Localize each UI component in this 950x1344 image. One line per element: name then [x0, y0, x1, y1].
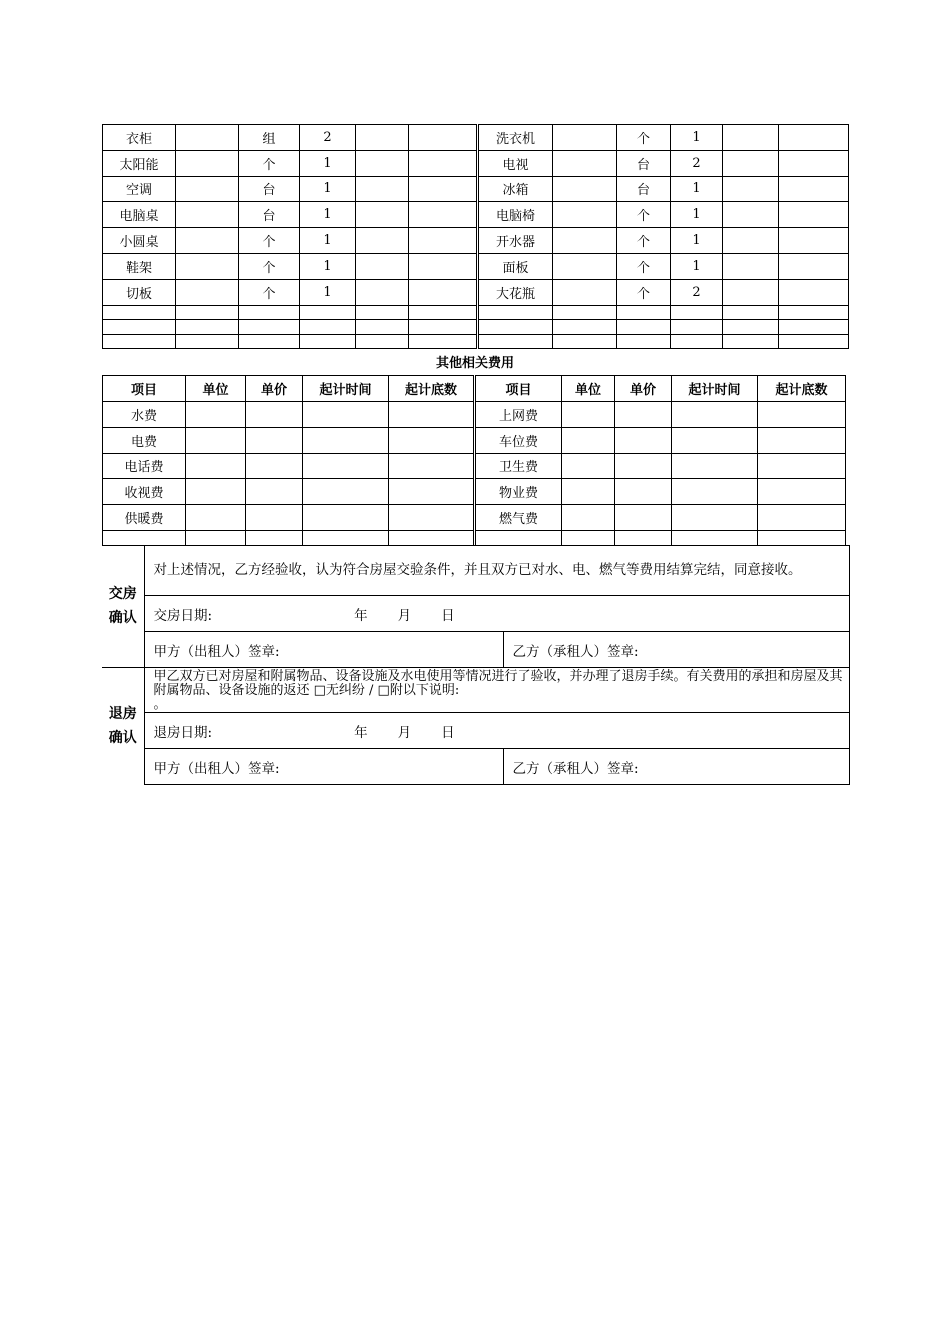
empty-cell	[300, 334, 356, 349]
fee-value-cell	[615, 505, 672, 531]
handover-side-label: 交房确认	[102, 546, 144, 668]
item-quantity: 1	[300, 176, 356, 202]
handover-day: 日	[441, 607, 455, 624]
item-unit: 组	[239, 125, 300, 151]
fee-value-cell	[615, 427, 672, 453]
fees-body	[103, 402, 846, 546]
item-blank	[409, 253, 478, 279]
item-blank	[779, 202, 849, 228]
fee-empty-row	[103, 530, 846, 545]
item-blank	[356, 228, 409, 254]
empty-cell	[671, 320, 723, 335]
item-blank	[356, 202, 409, 228]
empty-cell	[758, 530, 846, 545]
empty-cell	[779, 305, 849, 320]
fee-row	[103, 427, 846, 453]
checkout-party-b-signature[interactable]: 乙方（承租人）签章:	[503, 749, 849, 785]
fee-value-cell	[303, 402, 389, 428]
fee-item-name: 电费	[103, 427, 186, 453]
empty-cell	[553, 305, 617, 320]
empty-cell	[239, 305, 300, 320]
empty-cell	[356, 334, 409, 349]
inventory-row	[103, 202, 849, 228]
item-blank	[723, 228, 779, 254]
item-blank	[409, 125, 478, 151]
item-blank	[779, 253, 849, 279]
handover-month: 月	[397, 607, 412, 624]
item-unit: 台	[617, 150, 671, 176]
empty-cell	[617, 305, 671, 320]
fee-value-cell	[758, 427, 846, 453]
fee-value-cell	[672, 505, 758, 531]
fees-header-row	[103, 376, 846, 402]
item-name: 空调	[103, 176, 176, 202]
item-blank	[553, 202, 617, 228]
item-blank	[723, 176, 779, 202]
handover-date-cell[interactable]	[144, 596, 849, 632]
item-blank	[779, 279, 849, 305]
item-name: 电脑桌	[103, 202, 176, 228]
empty-cell	[478, 320, 553, 335]
fee-value-cell	[615, 402, 672, 428]
item-quantity: 1	[300, 202, 356, 228]
item-name: 小圆桌	[103, 228, 176, 254]
fee-value-cell	[303, 427, 389, 453]
item-blank	[409, 176, 478, 202]
header-start-reading: 起计底数	[758, 376, 846, 402]
inventory-body	[103, 125, 849, 349]
fee-value-cell	[672, 479, 758, 505]
item-blank	[553, 150, 617, 176]
empty-cell	[779, 320, 849, 335]
fee-value-cell	[562, 402, 615, 428]
item-quantity: 1	[671, 202, 723, 228]
item-unit: 个	[239, 279, 300, 305]
empty-cell	[671, 305, 723, 320]
handover-signature-row	[102, 632, 849, 668]
item-blank	[553, 228, 617, 254]
item-unit: 个	[239, 150, 300, 176]
checkout-date-cell[interactable]	[144, 713, 849, 749]
fee-item-name: 物业费	[475, 479, 562, 505]
item-quantity: 1	[671, 176, 723, 202]
fee-value-cell	[562, 479, 615, 505]
item-name: 鞋架	[103, 253, 176, 279]
fee-value-cell	[615, 453, 672, 479]
item-blank	[356, 253, 409, 279]
fee-value-cell	[672, 402, 758, 428]
item-quantity: 2	[300, 125, 356, 151]
item-quantity: 2	[671, 150, 723, 176]
empty-cell	[239, 334, 300, 349]
fee-value-cell	[246, 402, 303, 428]
header-item: 项目	[475, 376, 562, 402]
fee-item-name: 卫生费	[475, 453, 562, 479]
fee-value-cell	[303, 453, 389, 479]
fee-value-cell	[758, 505, 846, 531]
fee-item-name: 供暖费	[103, 505, 186, 531]
item-name: 面板	[478, 253, 553, 279]
fee-row	[103, 479, 846, 505]
empty-cell	[475, 530, 562, 545]
item-blank	[356, 125, 409, 151]
item-blank	[176, 279, 239, 305]
furniture-inventory-table	[102, 124, 849, 349]
item-unit: 个	[617, 202, 671, 228]
item-quantity: 2	[671, 279, 723, 305]
item-name: 衣柜	[103, 125, 176, 151]
fee-value-cell	[562, 505, 615, 531]
item-quantity: 1	[671, 125, 723, 151]
item-name: 开水器	[478, 228, 553, 254]
fee-row	[103, 505, 846, 531]
item-blank	[356, 279, 409, 305]
empty-cell	[103, 320, 176, 335]
header-unit: 单位	[562, 376, 615, 402]
fee-row	[103, 453, 846, 479]
fee-item-name: 电话费	[103, 453, 186, 479]
fee-value-cell	[389, 479, 475, 505]
fee-value-cell	[389, 402, 475, 428]
fee-value-cell	[246, 479, 303, 505]
fee-value-cell	[246, 453, 303, 479]
item-unit: 个	[239, 253, 300, 279]
fee-value-cell	[562, 453, 615, 479]
empty-cell	[478, 334, 553, 349]
header-unit: 单位	[186, 376, 246, 402]
item-blank	[553, 125, 617, 151]
empty-cell	[300, 320, 356, 335]
item-unit: 台	[239, 176, 300, 202]
empty-cell	[723, 320, 779, 335]
empty-cell	[553, 334, 617, 349]
handover-party-a-signature[interactable]: 甲方（出租人）签章:	[144, 632, 503, 668]
empty-cell	[246, 530, 303, 545]
checkout-side-label: 退房确认	[102, 668, 144, 785]
empty-cell	[615, 530, 672, 545]
empty-cell	[723, 334, 779, 349]
checkout-date-label: 退房日期:	[153, 724, 213, 741]
inventory-row	[103, 125, 849, 151]
item-blank	[723, 253, 779, 279]
fee-value-cell	[186, 505, 246, 531]
item-quantity: 1	[300, 228, 356, 254]
item-quantity: 1	[300, 279, 356, 305]
item-quantity: 1	[300, 253, 356, 279]
item-blank	[176, 228, 239, 254]
fee-value-cell	[186, 402, 246, 428]
empty-cell	[303, 530, 389, 545]
item-name: 冰箱	[478, 176, 553, 202]
fee-value-cell	[672, 453, 758, 479]
item-blank	[356, 150, 409, 176]
inventory-row	[103, 150, 849, 176]
empty-cell	[186, 530, 246, 545]
item-unit: 个	[617, 125, 671, 151]
empty-cell	[176, 334, 239, 349]
empty-cell	[779, 334, 849, 349]
empty-cell	[103, 334, 176, 349]
item-blank	[553, 253, 617, 279]
item-blank	[409, 279, 478, 305]
fee-value-cell	[246, 505, 303, 531]
header-start-time: 起计时间	[672, 376, 758, 402]
fees-title: 其他相关费用	[435, 356, 514, 371]
empty-cell	[176, 305, 239, 320]
inventory-empty-row	[103, 320, 849, 335]
empty-cell	[409, 334, 478, 349]
fee-value-cell	[389, 505, 475, 531]
item-blank	[176, 253, 239, 279]
fee-value-cell	[672, 427, 758, 453]
empty-cell	[617, 334, 671, 349]
inventory-empty-row	[103, 334, 849, 349]
item-blank	[356, 176, 409, 202]
empty-cell	[562, 530, 615, 545]
item-name: 电视	[478, 150, 553, 176]
item-quantity: 1	[671, 253, 723, 279]
empty-cell	[103, 305, 176, 320]
header-item: 项目	[103, 376, 186, 402]
item-quantity: 1	[300, 150, 356, 176]
item-unit: 个	[239, 228, 300, 254]
fee-value-cell	[758, 453, 846, 479]
other-fees-table	[102, 375, 846, 546]
fee-value-cell	[186, 453, 246, 479]
fee-item-name: 燃气费	[475, 505, 562, 531]
handover-date-row	[102, 596, 849, 632]
fee-value-cell	[758, 402, 846, 428]
checkout-statement: 甲乙双方已对房屋和附属物品、设备设施及水电使用等情况进行了验收，并办理了退房手续。有关费用的承担和房屋及其附属物品、设备设施的返还 □无纠纷 / □附以下说明:	[153, 669, 843, 698]
checkout-day: 日	[441, 724, 455, 741]
item-blank	[176, 150, 239, 176]
handover-year: 年	[354, 607, 368, 624]
item-blank	[409, 202, 478, 228]
item-blank	[723, 279, 779, 305]
empty-cell	[356, 305, 409, 320]
inventory-row	[103, 228, 849, 254]
checkout-statement-end: 。	[153, 697, 167, 712]
checkout-year: 年	[354, 724, 368, 741]
item-blank	[723, 202, 779, 228]
item-name: 太阳能	[103, 150, 176, 176]
item-name: 洗衣机	[478, 125, 553, 151]
item-blank	[779, 176, 849, 202]
item-blank	[409, 228, 478, 254]
fee-row	[103, 402, 846, 428]
checkout-party-a-signature[interactable]: 甲方（出租人）签章:	[144, 749, 503, 785]
checkout-date-row	[102, 713, 849, 749]
handover-party-b-signature[interactable]: 乙方（承租人）签章:	[503, 632, 849, 668]
checkout-statement-cell	[144, 668, 849, 713]
header-start-time: 起计时间	[303, 376, 389, 402]
empty-cell	[103, 530, 186, 545]
checkout-signature-row	[102, 749, 849, 785]
item-unit: 个	[617, 279, 671, 305]
fee-value-cell	[615, 479, 672, 505]
item-blank	[553, 176, 617, 202]
checkout-statement-row	[102, 668, 849, 713]
fee-value-cell	[303, 479, 389, 505]
item-quantity: 1	[671, 228, 723, 254]
item-blank	[723, 125, 779, 151]
empty-cell	[389, 530, 475, 545]
item-blank	[176, 125, 239, 151]
header-price: 单价	[615, 376, 672, 402]
item-unit: 个	[617, 228, 671, 254]
checkout-month: 月	[397, 724, 412, 741]
empty-cell	[356, 320, 409, 335]
empty-cell	[478, 305, 553, 320]
item-unit: 台	[239, 202, 300, 228]
handover-statement: 对上述情况，乙方经验收，认为符合房屋交验条件，并且双方已对水、电、燃气等费用结算完结，同意接收。	[144, 546, 849, 596]
confirmation-table	[102, 545, 850, 785]
empty-cell	[617, 320, 671, 335]
empty-cell	[553, 320, 617, 335]
item-name: 电脑椅	[478, 202, 553, 228]
inventory-row	[103, 176, 849, 202]
fee-value-cell	[186, 479, 246, 505]
item-blank	[779, 228, 849, 254]
handover-statement-row	[102, 546, 849, 596]
fee-value-cell	[389, 427, 475, 453]
item-blank	[779, 150, 849, 176]
item-blank	[176, 202, 239, 228]
empty-cell	[672, 530, 758, 545]
empty-cell	[723, 305, 779, 320]
fee-item-name: 车位费	[475, 427, 562, 453]
header-start-reading: 起计底数	[389, 376, 475, 402]
fee-value-cell	[389, 453, 475, 479]
fee-value-cell	[562, 427, 615, 453]
fee-value-cell	[303, 505, 389, 531]
empty-cell	[671, 334, 723, 349]
item-unit: 个	[617, 253, 671, 279]
fee-item-name: 水费	[103, 402, 186, 428]
empty-cell	[239, 320, 300, 335]
empty-cell	[300, 305, 356, 320]
inventory-row	[103, 279, 849, 305]
fee-item-name: 上网费	[475, 402, 562, 428]
header-price: 单价	[246, 376, 303, 402]
item-name: 切板	[103, 279, 176, 305]
handover-date-label: 交房日期:	[153, 607, 213, 624]
fee-value-cell	[758, 479, 846, 505]
item-name: 大花瓶	[478, 279, 553, 305]
item-blank	[553, 279, 617, 305]
fee-item-name: 收视费	[103, 479, 186, 505]
item-unit: 台	[617, 176, 671, 202]
inventory-empty-row	[103, 305, 849, 320]
item-blank	[723, 150, 779, 176]
item-blank	[176, 176, 239, 202]
empty-cell	[409, 320, 478, 335]
item-blank	[409, 150, 478, 176]
empty-cell	[409, 305, 478, 320]
empty-cell	[176, 320, 239, 335]
item-blank	[779, 125, 849, 151]
fee-value-cell	[186, 427, 246, 453]
inventory-row	[103, 253, 849, 279]
fee-value-cell	[246, 427, 303, 453]
